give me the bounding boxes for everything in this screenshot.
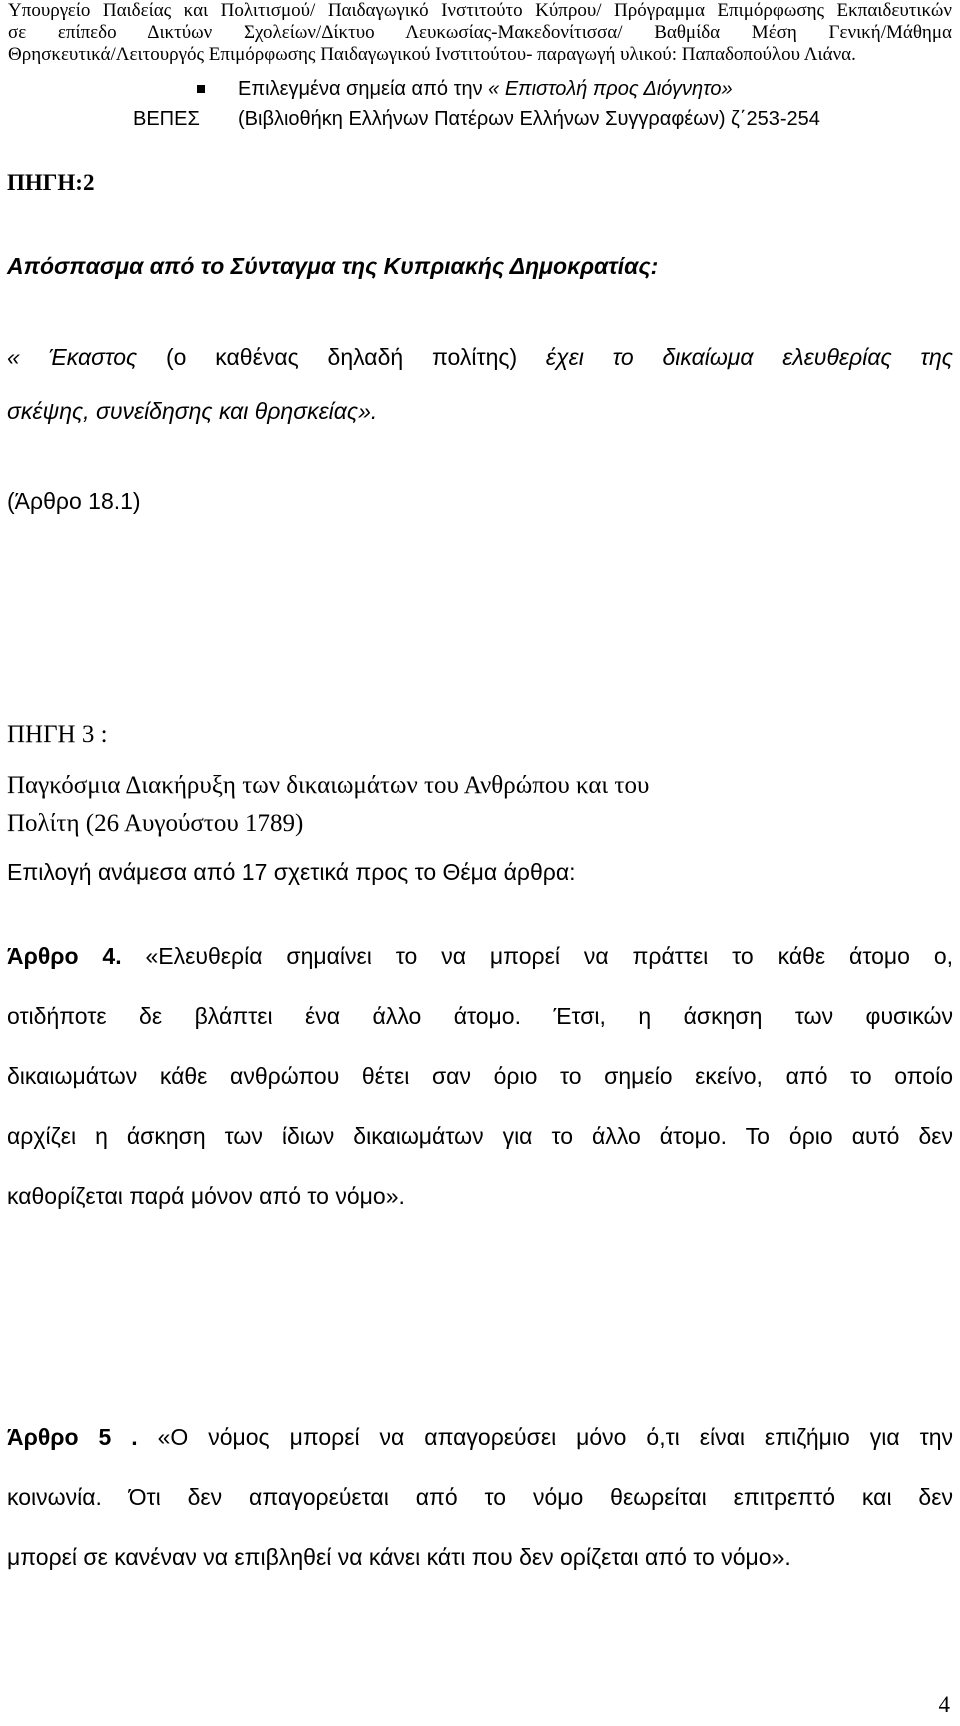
source1-line1: [238, 74, 733, 104]
article5-text-1: «Ο νόμος μπορεί να απαγορεύσει μόνο ό,τι είναι επιζήμιο για την: [157, 1424, 954, 1450]
source3-title-line1: Παγκόσμια Διακήρυξη των δικαιωμάτων του Ανθρώπου και του: [7, 772, 650, 799]
page-number: 4: [938, 1692, 950, 1717]
quote-end: έχει το δικαίωμα ελευθερίας της: [545, 344, 953, 370]
article5-line3: μπορεί σε κανέναν να επιβληθεί να κάνει κάτι που δεν ορίζεται από το νόμο».: [7, 1544, 791, 1570]
source3-title-line2: Πολίτη (26 Αυγούστου 1789): [7, 810, 304, 837]
source3-heading: ΠΗΓΗ 3 :: [7, 721, 108, 748]
source2-quote-line2: [7, 398, 953, 425]
source1-line1-text: Επιλεγμένα σημεία από την: [238, 78, 489, 100]
source2-quote-line1: [7, 344, 953, 371]
article4-line5: καθορίζεται παρά μόνον από το νόμο».: [7, 1183, 405, 1209]
article5-line2: κοινωνία. Ότι δεν απαγορεύεται από το νόμο θεωρείται επιτρεπτό και δεν: [7, 1484, 953, 1510]
article4-line4: αρχίζει η άσκηση των ίδιων δικαιωμάτων για το άλλο άτομο. Το όριο αυτό δεν: [7, 1123, 953, 1149]
source2-article-ref: (Άρθρο 18.1): [7, 488, 141, 514]
article4-line3: δικαιωμάτων κάθε ανθρώπου θέτει σαν όριο το σημείο εκείνο, από το οποίο: [7, 1063, 953, 1089]
source1-work-title: « Επιστολή προς Διόγνητο»: [488, 78, 733, 100]
source3-intro: Επιλογή ανάμεσα από 17 σχετικά προς το Θέμα άρθρα:: [7, 859, 576, 885]
source1-label: ΒΕΠΕΣ: [133, 108, 200, 130]
source2-heading: ΠΗΓΗ:2: [7, 170, 95, 195]
source1-line2: (Βιβλιοθήκη Ελλήνων Πατέρων Ελλήνων Συγγραφέων) ζ΄253-254: [238, 108, 820, 130]
article4-line2: οτιδήποτε δε βλάπτει ένα άλλο άτομο. Έτσι, η άσκηση των φυσικών: [7, 1003, 953, 1029]
header-line-1: Υπουργείο Παιδείας και Πολιτισμού/ Παιδαγωγικό Ινστιτούτο Κύπρου/ Πρόγραμμα Επιμόρφωσης Εκπαιδευτικών: [8, 0, 952, 21]
square-bullet-icon: [197, 85, 205, 93]
article4-line1: [7, 943, 953, 970]
article4-label: Άρθρο 4.: [7, 943, 122, 969]
quote-start: « Έκαστος: [7, 344, 138, 370]
header-line-3: Θρησκευτικά/Λειτουργός Επιμόρφωσης Παιδαγωγικού Ινστιτούτου- παραγωγή υλικού: Παπαδοπούλου Λιάνα.: [8, 44, 856, 65]
header-line-2: σε επίπεδο Δικτύων Σχολείων/Δίκτυο Λευκωσίας-Μακεδονίτισσα/ Βαθμίδα Μέση Γενική/Μάθημα: [8, 22, 952, 43]
quote-line2-text: σκέψης, συνείδησης και θρησκείας».: [7, 398, 378, 424]
article4-text-1: «Ελευθερία σημαίνει το να μπορεί να πράττει το κάθε άτομο ο,: [145, 943, 954, 969]
article5-line1: [7, 1424, 953, 1451]
article5-label: Άρθρο 5 .: [7, 1424, 138, 1450]
source2-title: Απόσπασμα από το Σύνταγμα της Κυπριακής Δημοκρατίας:: [7, 253, 659, 279]
quote-parenthetical: (ο καθένας δηλαδή πολίτης): [166, 344, 518, 370]
